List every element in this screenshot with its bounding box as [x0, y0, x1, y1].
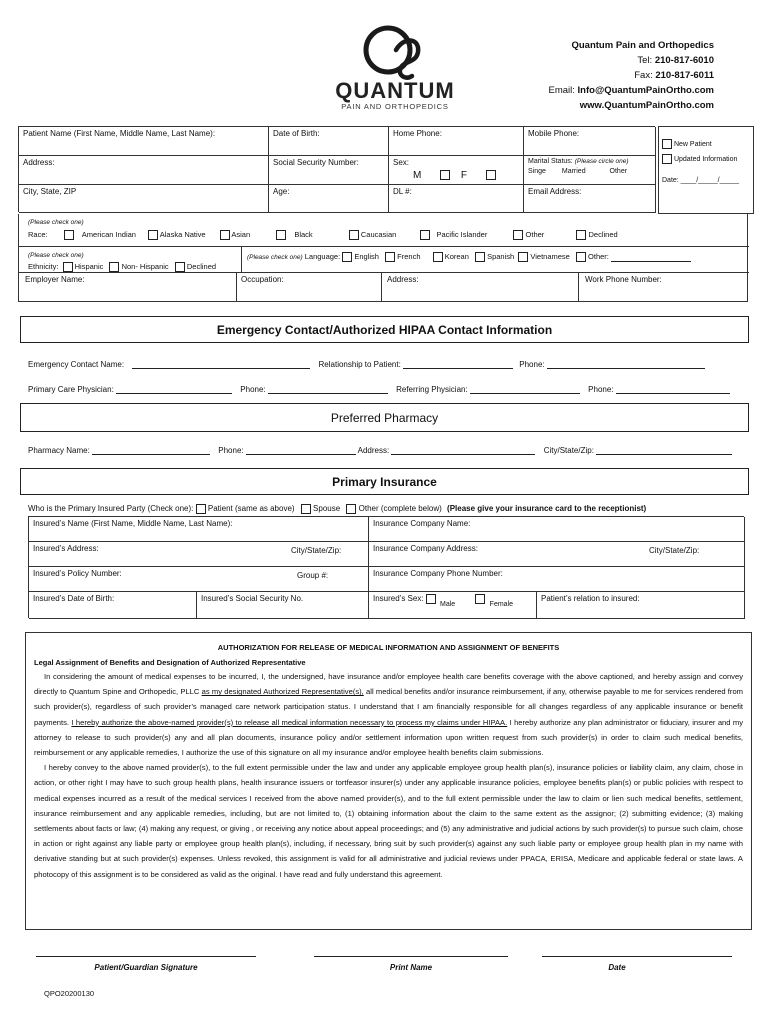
date-line[interactable] — [542, 956, 732, 957]
signature-label: Patient/Guardian Signature — [94, 963, 198, 972]
race-checkbox-american-indian[interactable] — [64, 230, 74, 240]
language-checkbox-korean[interactable] — [433, 252, 443, 262]
label-pharmacy-address: Address: — [357, 446, 390, 455]
occupation-field[interactable]: Occupation: — [241, 275, 284, 284]
label-mobile-phone: Mobile Phone: — [528, 129, 580, 138]
marital-married[interactable]: Married — [561, 168, 586, 175]
patient-info-grid — [18, 126, 655, 212]
label-emergency-contact: Emergency Contact Name: — [28, 360, 125, 369]
label-dob: Date of Birth: — [273, 129, 320, 138]
authorization-box — [25, 632, 752, 930]
label-ssn: Social Security Number: — [273, 158, 359, 167]
insurance-card-note: (Please give your insurance card to the receptionist) — [447, 504, 647, 514]
label-pharmacy-city: City/State/Zip: — [543, 446, 594, 455]
pharmacy-phone-line[interactable] — [246, 454, 356, 455]
field-company-phone[interactable] — [369, 567, 745, 592]
marital-other[interactable]: Other — [609, 168, 628, 175]
authorization-title: AUTHORIZATION FOR RELEASE OF MEDICAL INFORMATION AND ASSIGNMENT OF BENEFITS — [217, 643, 560, 652]
print-name-line[interactable] — [314, 956, 508, 957]
language-checkbox-french[interactable] — [385, 252, 395, 262]
insured-spouse-checkbox[interactable] — [301, 504, 311, 514]
race-label: Race: — [28, 230, 48, 239]
language-vietnamese: Vietnamese — [530, 252, 570, 261]
field-dob[interactable] — [269, 127, 389, 156]
field-mobile-phone[interactable] — [524, 127, 656, 156]
ethnicity-row — [28, 262, 216, 272]
company-fax: Fax: 210-817-6011 — [634, 70, 714, 81]
race-checkbox-caucasian[interactable] — [349, 230, 359, 240]
label-insurance-company: Insurance Company Name: — [373, 519, 471, 528]
race-checkbox-declined[interactable] — [576, 230, 586, 240]
field-insured-address[interactable] — [29, 542, 369, 567]
pharmacy-address-line[interactable] — [391, 454, 535, 455]
logo-word: QUANTUM — [335, 78, 455, 103]
language-other: Other: — [588, 252, 609, 261]
field-insurance-company[interactable] — [369, 517, 745, 542]
label-group: Group #: — [297, 571, 329, 580]
language-hint: (Please check one) — [247, 254, 303, 261]
ethnicity-declined: Declined — [186, 262, 217, 271]
race-declined: Declined — [588, 230, 618, 239]
race-asian: Asian — [231, 230, 251, 239]
label-insured-city: City/State/Zip: — [291, 546, 342, 555]
pharmacy-city-line[interactable] — [596, 454, 732, 455]
insured-other-checkbox[interactable] — [346, 504, 356, 514]
label-pharmacy-name: Pharmacy Name: — [28, 446, 90, 455]
employer-name-field[interactable]: Employer Name: — [25, 275, 85, 284]
label-pharmacy-phone: Phone: — [218, 446, 244, 455]
updated-info-label: Updated Information — [673, 155, 738, 163]
language-other-line[interactable] — [611, 261, 691, 262]
label-insured-name: Insured’s Name (First Name, Middle Name, Last Name): — [33, 519, 233, 528]
label-insured-ssn: Insured’s Social Security No. — [201, 594, 304, 603]
logo-mark-icon — [330, 20, 460, 82]
date-label: Date — [608, 963, 626, 972]
label-ref-phone: Phone: — [588, 385, 614, 394]
field-insured-name[interactable] — [29, 517, 369, 542]
field-dl[interactable] — [389, 185, 524, 213]
sex-f-label: F — [460, 170, 468, 181]
race-checkbox-pacific-islander[interactable] — [420, 230, 430, 240]
form-code: QPO20200130 — [44, 989, 95, 998]
pharmacy-name-line[interactable] — [92, 454, 210, 455]
authorization-paragraph-2: I hereby convey to the above named provider(s), to the full extent permissible under the law and under any applicable employee group health plan(s), insurance policies or liability claim, any claim, chose in action, or other right I may have to such group health plans, health insurance issuers or tortfeasor insurer(s) under any applicable insurance policies, employee benefits plan(s) or public policies with respect to medical expenses incurred as a result of the medical services I received from the above named provider(s), and to the full extent permissible under the law to claim or lien such medical benefits, settlement, insurance reimbursement and any applicable remedies, including, but are not limited to, (1) obtaining information about the claim to the same extent as the assignor; (2) submitting evidence; (3) making settlements about facts or law; (4) making any request, or giving , or receiving any notice about appeal proceedings; and (5) any administrative and judicial actions by such provider(s) to pursue such claim, chose in action or right against any liable party or employee group health plan(s), including, if necessary, bring suit by such provider(s) against any such liable party or employee group health plan in my name with derivative standing but at such provider(s) expenses. Unless revoked, this assignment is valid for all administrative and judicial reviews under PPACA, ERISA, Medicare and applicable federal or state laws. A photocopy of this assignment is to be considered as valid as the original. I have read and fully understand this agreement. — [34, 763, 743, 879]
new-patient-label: New Patient — [673, 140, 712, 148]
label-insured-address: Insured’s Address: — [33, 544, 99, 553]
sex-m-label: M — [413, 170, 422, 181]
label-company-city: City/State/Zip: — [649, 546, 700, 555]
pcp-line[interactable] — [116, 393, 232, 394]
insurance-grid — [28, 516, 744, 618]
insured-patient-label: Patient (same as above) — [207, 504, 295, 514]
label-patient-relation: Patient’s relation to insured: — [541, 594, 640, 603]
insured-party-row — [28, 504, 646, 514]
updated-info-checkbox[interactable] — [662, 154, 672, 164]
label-age: Age: — [273, 187, 290, 196]
language-english: English — [354, 252, 379, 261]
label-marital: Marital Status: — [528, 158, 573, 165]
label-dl: DL #: — [393, 187, 412, 196]
field-company-address[interactable] — [369, 542, 745, 567]
label-city: City, State, ZIP — [23, 187, 77, 196]
insured-male-label: Male — [440, 601, 456, 609]
label-relationship: Relationship to Patient: — [318, 360, 401, 369]
language-checkbox-spanish[interactable] — [475, 252, 485, 262]
field-insured-ssn[interactable] — [197, 592, 369, 619]
field-address[interactable] — [19, 156, 269, 185]
label-who-insured: Who is the Primary Insured Party (Check one): — [28, 504, 194, 514]
emergency-row — [28, 360, 705, 369]
field-ssn[interactable] — [269, 156, 389, 185]
language-spanish: Spanish — [487, 252, 515, 261]
insured-patient-checkbox[interactable] — [196, 504, 206, 514]
language-korean: Korean — [444, 252, 469, 261]
language-label: Language: — [304, 252, 341, 261]
language-checkbox-vietnamese[interactable] — [518, 252, 528, 262]
marital-single[interactable]: Singe — [528, 168, 546, 175]
company-email: Email: Info@QuantumPainOrtho.com — [548, 85, 714, 96]
pharmacy-title: Preferred Pharmacy — [20, 403, 749, 432]
race-row — [28, 230, 618, 240]
ethnicity-non-hispanic: Non- Hispanic — [121, 262, 169, 271]
insured-female-label: Female — [489, 601, 514, 609]
field-insured-sex — [369, 592, 537, 619]
ethnicity-label: Ethnicity: — [28, 262, 59, 271]
new-patient-checkbox[interactable] — [662, 139, 672, 149]
label-company-address: Insurance Company Address: — [373, 544, 478, 553]
ethnicity-hispanic: Hispanic — [74, 262, 104, 271]
race-american-indian: American Indian — [81, 230, 136, 239]
referring-line[interactable] — [470, 393, 580, 394]
emergency-title: Emergency Contact/Authorized HIPAA Contact Information — [20, 316, 749, 343]
label-email: Email Address: — [528, 187, 582, 196]
company-tel: Tel: 210-817-6010 — [637, 55, 714, 66]
label-sex: Sex: — [393, 158, 410, 167]
insured-spouse-label: Spouse — [313, 504, 341, 514]
ethnicity-hint: (Please check one) — [28, 252, 84, 259]
field-email[interactable] — [524, 185, 656, 213]
label-insured-sex: Insured’s Sex: — [373, 594, 424, 604]
insured-other-label: Other (complete below) — [358, 504, 442, 514]
signature-line[interactable] — [36, 956, 256, 957]
demographics-box — [18, 214, 748, 302]
logo-subtitle: PAIN AND ORTHOPEDICS — [341, 102, 449, 111]
authorization-subtitle: Legal Assignment of Benefits and Designation of Authorized Representative — [34, 658, 306, 667]
marital-hint: (Please circle one) — [574, 158, 629, 165]
insurance-title: Primary Insurance — [20, 468, 749, 495]
label-patient-name: Patient Name (First Name, Middle Name, Last Name): — [23, 129, 216, 138]
ethnicity-checkbox-declined[interactable] — [175, 262, 185, 272]
race-hint: (Please check one) — [28, 219, 84, 226]
field-home-phone[interactable] — [389, 127, 524, 156]
sex-m-checkbox[interactable] — [440, 170, 450, 180]
company-name: Quantum Pain and Orthopedics — [571, 40, 714, 51]
field-age[interactable] — [269, 185, 389, 213]
race-checkbox-asian[interactable] — [220, 230, 230, 240]
emergency-contact-line[interactable] — [132, 368, 310, 369]
race-alaska-native: Alaska Native — [159, 230, 206, 239]
company-contact-block — [548, 38, 714, 113]
label-address: Address: — [23, 158, 55, 167]
language-french: French — [397, 252, 421, 261]
race-checkbox-other[interactable] — [513, 230, 523, 240]
ref-phone-line[interactable] — [616, 393, 730, 394]
logo — [330, 20, 460, 112]
company-website: www.QuantumPainOrtho.com — [579, 100, 714, 111]
work-phone-field[interactable]: Work Phone Number: — [585, 275, 662, 284]
physician-row — [28, 385, 730, 394]
race-other: Other — [525, 230, 545, 239]
emergency-phone-line[interactable] — [547, 368, 705, 369]
employer-address-field[interactable]: Address: — [387, 275, 419, 284]
relationship-line[interactable] — [403, 368, 513, 369]
race-caucasian: Caucasian — [360, 230, 397, 239]
insured-female-checkbox[interactable] — [475, 594, 485, 604]
race-pacific-islander: Pacific Islander — [436, 230, 488, 239]
field-patient-name[interactable] — [19, 127, 269, 156]
field-patient-relation[interactable] — [537, 592, 745, 619]
field-marital-status — [524, 156, 656, 185]
ethnicity-checkbox-non-hispanic[interactable] — [109, 262, 119, 272]
status-date-field[interactable]: Date: ____/_____/_____ — [662, 177, 740, 184]
label-referring: Referring Physician: — [396, 385, 468, 394]
field-sex — [389, 156, 524, 185]
sex-f-checkbox[interactable] — [486, 170, 496, 180]
pharmacy-row — [28, 446, 732, 455]
label-pcp: Primary Care Physician: — [28, 385, 114, 394]
field-city-state-zip[interactable] — [19, 185, 269, 213]
label-policy: Insured’s Policy Number: — [33, 569, 122, 578]
insured-male-checkbox[interactable] — [426, 594, 436, 604]
label-emergency-phone: Phone: — [519, 360, 545, 369]
label-home-phone: Home Phone: — [393, 129, 442, 138]
print-name-label: Print Name — [389, 963, 433, 972]
language-checkbox-english[interactable] — [342, 252, 352, 262]
label-insured-dob: Insured’s Date of Birth: — [33, 594, 115, 603]
label-company-phone: Insurance Company Phone Number: — [373, 569, 503, 578]
patient-status-box — [658, 126, 754, 214]
race-checkbox-black[interactable] — [276, 230, 286, 240]
language-checkbox-other[interactable] — [576, 252, 586, 262]
ethnicity-checkbox-hispanic[interactable] — [63, 262, 73, 272]
pcp-phone-line[interactable] — [268, 393, 388, 394]
race-black: Black — [294, 230, 313, 239]
field-policy-number[interactable] — [29, 567, 369, 592]
authorization-paragraph-1: In considering the amount of medical expenses to be incurred, I, the undersigned, have insurance and/or employee health care benefits coverage with the above captioned, and hereby assign and convey directly to Quantum Spine and Orthopedic, PLLC as my designated Authorized Representative(s), all medical benefits and/or insurance reimbursement, if any, otherwise payable to me for services rendered from such provider(s), regardless of such provider’s managed care network participation status. I understand that I am financially responsible for all changes regardless of any applicable insurance or benefit payments. I hereby authorize the above-named provider(s) to release all medical information necessary to process my claims under HIPAA. I hereby authorize any plan administrator or fiduciary, insurer and my attorney to release to such provider(s) any and all plan documents, insurance policy and/or settlement information upon written request from such provider(s) in order to claim such medical benefits, reimbursement or any applicable remedies, I authorize the use of this signature on all my insurance and/or employee health benefits claim submissions. — [34, 672, 743, 758]
field-insured-dob[interactable] — [29, 592, 197, 619]
label-pcp-phone: Phone: — [240, 385, 266, 394]
language-row — [247, 252, 691, 262]
race-checkbox-alaska-native[interactable] — [148, 230, 158, 240]
